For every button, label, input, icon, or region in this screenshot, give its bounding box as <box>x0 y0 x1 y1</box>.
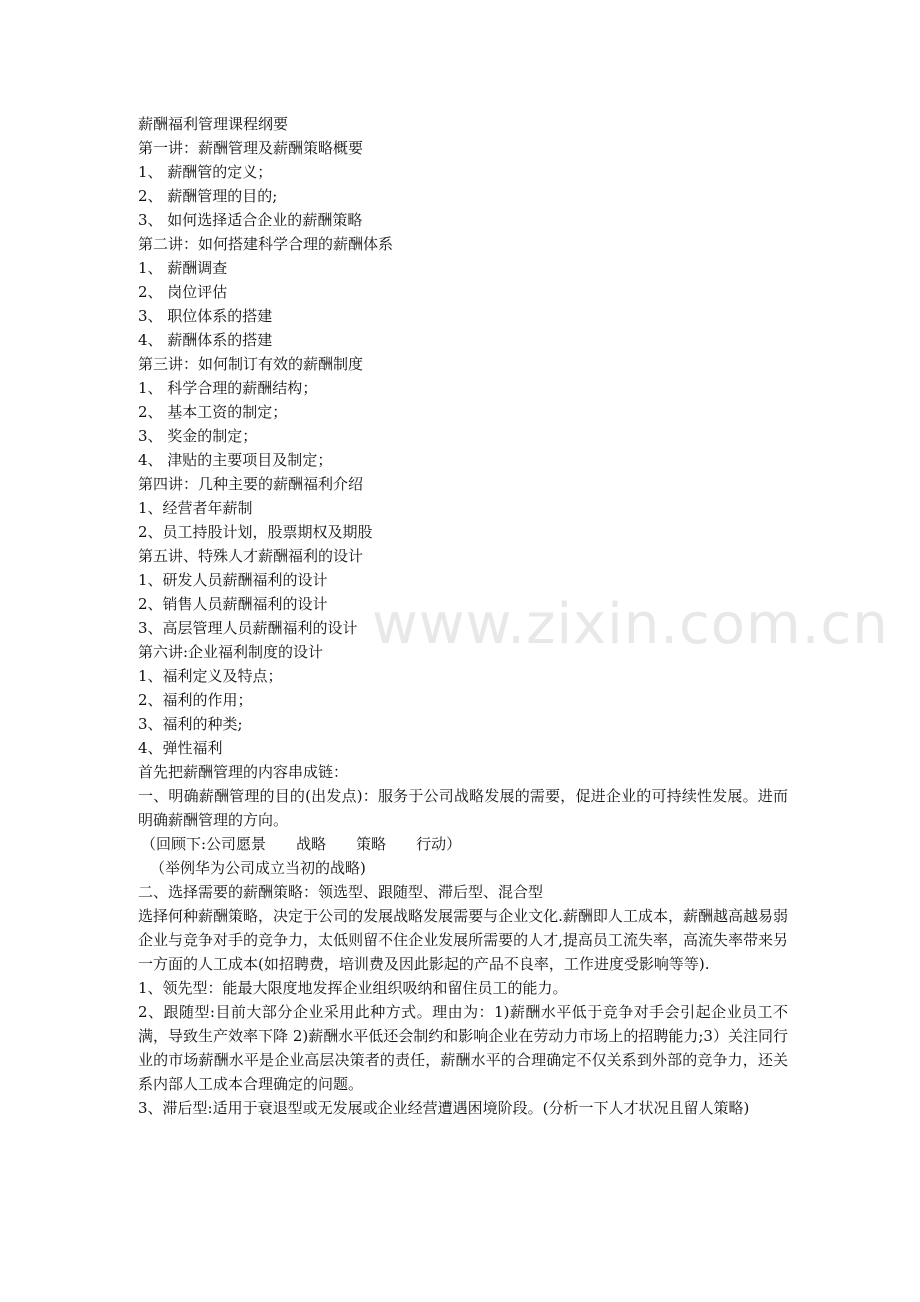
outline-line: 2、 薪酬管理的目的; <box>138 187 278 205</box>
outline-line: 3、 职位体系的搭建 <box>138 307 273 325</box>
outline-line: 第五讲、特殊人才薪酬福利的设计 <box>138 547 364 565</box>
outline-line: 第一讲：薪酬管理及薪酬策略概要 <box>138 139 364 157</box>
outline-line: 2、 岗位评估 <box>138 283 228 301</box>
item-lagging-type: 3、滞后型:适用于衰退型或无发展或企业经营遭遇困境阶段。(分析一下人才状况且留人策略) <box>138 1099 750 1117</box>
outline-line: 2、福利的作用； <box>138 691 253 709</box>
outline-line: 第三讲：如何制订有效的薪酬制度 <box>138 355 364 373</box>
outline-line: 1、经营者年薪制 <box>138 499 253 517</box>
outline-line: 首先把薪酬管理的内容串成链： <box>138 763 349 781</box>
review-line <box>138 832 788 856</box>
watermark: www.zixin.com.cn <box>372 592 889 657</box>
outline-line: 2、员工持股计划，股票期权及期股 <box>138 523 373 541</box>
outline-line: 3、高层管理人员薪酬福利的设计 <box>138 619 358 637</box>
review-vision: （回顾下:公司愿景 <box>141 835 267 853</box>
course-outline <box>138 136 788 784</box>
outline-line: 1、研发人员薪酬福利的设计 <box>138 571 328 589</box>
review-strategy: 战略 <box>296 835 327 853</box>
outline-line: 第六讲:企业福利制度的设计 <box>138 643 324 661</box>
outline-line: 1、福利定义及特点； <box>138 667 283 685</box>
paragraph-goal: 一、明确薪酬管理的目的(出发点)：服务于公司战略发展的需要，促进企业的可持续性发展。进而明确薪酬管理的方向。 <box>138 787 788 829</box>
document-title: 薪酬福利管理课程纲要 <box>138 115 289 133</box>
outline-line: 3、福利的种类; <box>138 715 243 733</box>
paragraph-choice: 选择何种薪酬策略，决定于公司的发展战略发展需要与企业文化.薪酬即人工成本，薪酬越高越易弱企业与竞争对手的竞争力，太低则留不住企业发展所需要的人才,提高员工流失率，高流失率带来另一方面的人工成本(如招聘费，培训费及因此影起的产品不良率，工作进度受影响等等). <box>138 907 788 973</box>
outline-line: 3、 奖金的制定； <box>138 427 258 445</box>
outline-line: 1、 科学合理的薪酬结构； <box>138 379 318 397</box>
outline-line: 4、 薪酬体系的搭建 <box>138 331 273 349</box>
outline-line: 4、弹性福利 <box>138 739 223 757</box>
outline-line: 3、 如何选择适合企业的薪酬策略 <box>138 211 363 229</box>
review-tactics: 策略 <box>356 835 387 853</box>
outline-line: 2、 基本工资的制定； <box>138 403 288 421</box>
example-line: （举例华为公司成立当初的战略) <box>150 859 366 877</box>
item-leading-type: 1、领先型：能最大限度地发挥企业组织吸纳和留住员工的能力。 <box>138 979 568 997</box>
outline-line: 1、 薪酬管的定义； <box>138 163 273 181</box>
item-following-type: 2、跟随型:目前大部分企业采用此种方式。理由为：1)薪酬水平低于竞争对手会引起企业员工不满，导致生产效率下降 2)薪酬水平低还会制约和影响企业在劳动力市场上的招聘能力;3）关注同行业的市场薪酬水平是企业高层决策者的责任，薪酬水平的合理确定不仅关系到外部的竞争力，还关系内部人工成本合理确定的问题。 <box>138 1003 788 1093</box>
document-body <box>138 112 788 1120</box>
review-action: 行动） <box>416 835 462 853</box>
outline-line: 4、 津贴的主要项目及制定； <box>138 451 333 469</box>
outline-line: 2、销售人员薪酬福利的设计 <box>138 595 328 613</box>
outline-line: 第二讲：如何搭建科学合理的薪酬体系 <box>138 235 394 253</box>
outline-line: 1、 薪酬调查 <box>138 259 228 277</box>
outline-line: 第四讲：几种主要的薪酬福利介绍 <box>138 475 364 493</box>
strategy-heading: 二、选择需要的薪酬策略：领选型、跟随型、滞后型、混合型 <box>138 883 544 901</box>
